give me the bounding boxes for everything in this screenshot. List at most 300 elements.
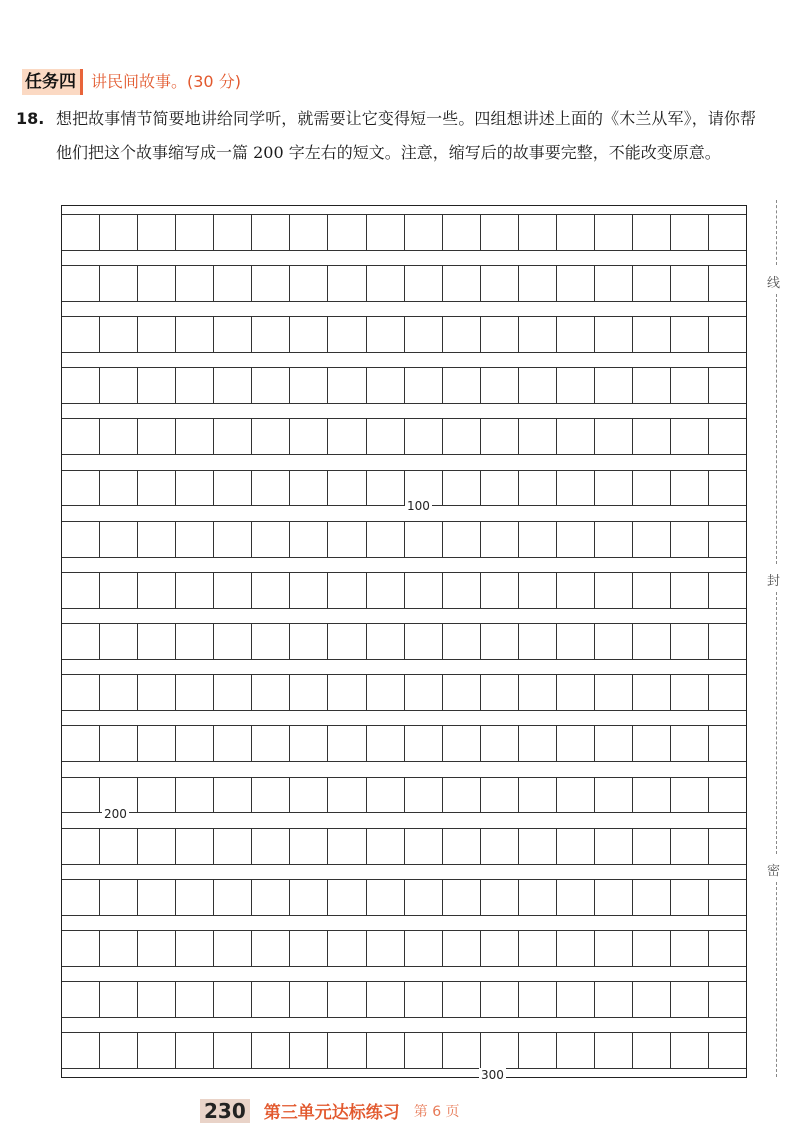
grid-cell[interactable]: [481, 930, 519, 967]
grid-cell[interactable]: [100, 674, 138, 711]
grid-cell[interactable]: [405, 214, 443, 251]
grid-cell[interactable]: [214, 930, 252, 967]
grid-cell[interactable]: [595, 265, 633, 302]
grid-cell[interactable]: [176, 879, 214, 916]
grid-cell[interactable]: [595, 521, 633, 558]
grid-cell[interactable]: [519, 316, 557, 353]
grid-cell[interactable]: [557, 1032, 595, 1069]
grid-cell[interactable]: [367, 1032, 405, 1069]
grid-cell[interactable]: [62, 674, 100, 711]
grid-cell[interactable]: [138, 316, 176, 353]
grid-cell[interactable]: [671, 725, 709, 762]
grid-cell[interactable]: [138, 418, 176, 455]
grid-cell[interactable]: [709, 367, 746, 404]
grid-cell[interactable]: [481, 265, 519, 302]
grid-cell[interactable]: [671, 879, 709, 916]
grid-cell[interactable]: [328, 879, 366, 916]
grid-cell[interactable]: [405, 521, 443, 558]
grid-cell[interactable]: [290, 674, 328, 711]
grid-cell[interactable]: [367, 316, 405, 353]
grid-cell[interactable]: [633, 572, 671, 609]
grid-cell[interactable]: [100, 1032, 138, 1069]
grid-cell[interactable]: [443, 1032, 481, 1069]
grid-cell[interactable]: [290, 265, 328, 302]
grid-cell[interactable]: [595, 418, 633, 455]
grid-cell[interactable]: [100, 316, 138, 353]
grid-cell[interactable]: [214, 777, 252, 814]
grid-cell[interactable]: [405, 418, 443, 455]
grid-cell[interactable]: [709, 572, 746, 609]
grid-cell[interactable]: [405, 777, 443, 814]
grid-cell[interactable]: [328, 418, 366, 455]
grid-cell[interactable]: [481, 418, 519, 455]
grid-cell[interactable]: [671, 367, 709, 404]
grid-cell[interactable]: [481, 777, 519, 814]
grid-cell[interactable]: [595, 674, 633, 711]
grid-cell[interactable]: [443, 470, 481, 507]
grid-cell[interactable]: [709, 828, 746, 865]
grid-cell[interactable]: [557, 981, 595, 1018]
grid-cell[interactable]: [176, 777, 214, 814]
grid-cell[interactable]: [214, 418, 252, 455]
grid-cell[interactable]: [62, 725, 100, 762]
grid-cell[interactable]: [633, 316, 671, 353]
grid-cell[interactable]: [709, 521, 746, 558]
grid-cell[interactable]: [709, 1032, 746, 1069]
grid-cell[interactable]: [481, 1032, 519, 1069]
grid-cell[interactable]: [100, 879, 138, 916]
grid-cell[interactable]: [367, 879, 405, 916]
grid-cell[interactable]: [557, 521, 595, 558]
grid-cell[interactable]: [176, 521, 214, 558]
grid-cell[interactable]: [290, 828, 328, 865]
grid-cell[interactable]: [138, 470, 176, 507]
grid-cell[interactable]: [138, 674, 176, 711]
grid-cell[interactable]: [671, 316, 709, 353]
grid-cell[interactable]: [328, 674, 366, 711]
grid-cell[interactable]: [671, 418, 709, 455]
grid-cell[interactable]: [367, 521, 405, 558]
grid-cell[interactable]: [328, 623, 366, 660]
grid-cell[interactable]: [595, 623, 633, 660]
grid-cell[interactable]: [214, 214, 252, 251]
grid-cell[interactable]: [176, 316, 214, 353]
grid-cell[interactable]: [595, 316, 633, 353]
grid-cell[interactable]: [176, 418, 214, 455]
grid-cell[interactable]: [557, 572, 595, 609]
grid-cell[interactable]: [252, 265, 290, 302]
grid-cell[interactable]: [481, 572, 519, 609]
grid-cell[interactable]: [709, 623, 746, 660]
grid-cell[interactable]: [290, 623, 328, 660]
grid-cell[interactable]: [100, 265, 138, 302]
grid-cell[interactable]: [252, 777, 290, 814]
grid-cell[interactable]: [100, 981, 138, 1018]
grid-cell[interactable]: [595, 981, 633, 1018]
grid-cell[interactable]: [519, 1032, 557, 1069]
grid-cell[interactable]: [328, 316, 366, 353]
grid-cell[interactable]: [62, 470, 100, 507]
grid-cell[interactable]: [557, 828, 595, 865]
grid-cell[interactable]: [214, 316, 252, 353]
grid-cell[interactable]: [214, 674, 252, 711]
grid-cell[interactable]: [633, 777, 671, 814]
grid-cell[interactable]: [481, 674, 519, 711]
grid-cell[interactable]: [481, 470, 519, 507]
grid-cell[interactable]: [290, 879, 328, 916]
grid-cell[interactable]: [405, 572, 443, 609]
grid-cell[interactable]: [519, 623, 557, 660]
grid-cell[interactable]: [367, 214, 405, 251]
grid-cell[interactable]: [62, 623, 100, 660]
grid-cell[interactable]: [671, 623, 709, 660]
grid-cell[interactable]: [557, 674, 595, 711]
grid-cell[interactable]: [214, 1032, 252, 1069]
grid-cell[interactable]: [595, 1032, 633, 1069]
grid-cell[interactable]: [633, 367, 671, 404]
grid-cell[interactable]: [481, 828, 519, 865]
grid-cell[interactable]: [367, 981, 405, 1018]
grid-cell[interactable]: [443, 572, 481, 609]
grid-cell[interactable]: [633, 623, 671, 660]
grid-cell[interactable]: [290, 572, 328, 609]
grid-cell[interactable]: [328, 470, 366, 507]
grid-cell[interactable]: [443, 367, 481, 404]
grid-cell[interactable]: [214, 725, 252, 762]
grid-cell[interactable]: [671, 828, 709, 865]
grid-cell[interactable]: [328, 981, 366, 1018]
grid-cell[interactable]: [328, 725, 366, 762]
grid-cell[interactable]: [481, 316, 519, 353]
grid-cell[interactable]: [443, 879, 481, 916]
grid-cell[interactable]: [595, 214, 633, 251]
grid-cell[interactable]: [367, 470, 405, 507]
grid-cell[interactable]: [138, 1032, 176, 1069]
grid-cell[interactable]: [557, 214, 595, 251]
grid-cell[interactable]: [671, 777, 709, 814]
grid-cell[interactable]: [214, 828, 252, 865]
writing-grid[interactable]: [61, 205, 747, 1078]
grid-cell[interactable]: [443, 623, 481, 660]
grid-cell[interactable]: [405, 367, 443, 404]
grid-cell[interactable]: [557, 470, 595, 507]
grid-cell[interactable]: [671, 470, 709, 507]
grid-cell[interactable]: [709, 265, 746, 302]
grid-cell[interactable]: [290, 521, 328, 558]
grid-cell[interactable]: [100, 828, 138, 865]
grid-cell[interactable]: [62, 572, 100, 609]
grid-cell[interactable]: [671, 1032, 709, 1069]
grid-cell[interactable]: [481, 623, 519, 660]
grid-cell[interactable]: [367, 572, 405, 609]
grid-cell[interactable]: [252, 725, 290, 762]
grid-cell[interactable]: [138, 828, 176, 865]
grid-cell[interactable]: [633, 214, 671, 251]
grid-cell[interactable]: [405, 265, 443, 302]
grid-cell[interactable]: [633, 265, 671, 302]
grid-cell[interactable]: [367, 777, 405, 814]
grid-cell[interactable]: [290, 470, 328, 507]
grid-cell[interactable]: [214, 521, 252, 558]
grid-cell[interactable]: [709, 214, 746, 251]
grid-cell[interactable]: [443, 981, 481, 1018]
grid-cell[interactable]: [328, 214, 366, 251]
grid-cell[interactable]: [367, 674, 405, 711]
grid-cell[interactable]: [481, 214, 519, 251]
grid-cell[interactable]: [557, 725, 595, 762]
grid-cell[interactable]: [62, 316, 100, 353]
grid-cell[interactable]: [709, 418, 746, 455]
grid-cell[interactable]: [367, 367, 405, 404]
grid-cell[interactable]: [367, 930, 405, 967]
grid-cell[interactable]: [633, 521, 671, 558]
grid-cell[interactable]: [519, 521, 557, 558]
grid-cell[interactable]: [138, 572, 176, 609]
grid-cell[interactable]: [671, 674, 709, 711]
grid-cell[interactable]: [100, 521, 138, 558]
grid-cell[interactable]: [481, 521, 519, 558]
grid-cell[interactable]: [709, 879, 746, 916]
grid-cell[interactable]: [443, 777, 481, 814]
grid-cell[interactable]: [176, 214, 214, 251]
grid-cell[interactable]: [176, 623, 214, 660]
grid-cell[interactable]: [176, 367, 214, 404]
grid-cell[interactable]: [519, 214, 557, 251]
grid-cell[interactable]: [252, 214, 290, 251]
grid-cell[interactable]: [633, 981, 671, 1018]
grid-cell[interactable]: [709, 981, 746, 1018]
grid-cell[interactable]: [519, 367, 557, 404]
grid-cell[interactable]: [138, 367, 176, 404]
grid-cell[interactable]: [328, 521, 366, 558]
grid-cell[interactable]: [595, 470, 633, 507]
grid-cell[interactable]: [367, 828, 405, 865]
grid-cell[interactable]: [290, 777, 328, 814]
grid-cell[interactable]: [595, 572, 633, 609]
grid-cell[interactable]: [443, 316, 481, 353]
grid-cell[interactable]: [290, 418, 328, 455]
grid-cell[interactable]: [519, 725, 557, 762]
grid-cell[interactable]: [252, 367, 290, 404]
grid-cell[interactable]: [138, 777, 176, 814]
grid-cell[interactable]: [709, 930, 746, 967]
grid-cell[interactable]: [481, 367, 519, 404]
grid-cell[interactable]: [443, 725, 481, 762]
grid-cell[interactable]: [62, 521, 100, 558]
grid-cell[interactable]: [100, 930, 138, 967]
grid-cell[interactable]: [328, 777, 366, 814]
grid-cell[interactable]: [557, 367, 595, 404]
grid-cell[interactable]: [671, 572, 709, 609]
grid-cell[interactable]: [214, 623, 252, 660]
grid-cell[interactable]: [519, 470, 557, 507]
grid-cell[interactable]: [481, 879, 519, 916]
grid-cell[interactable]: [252, 623, 290, 660]
grid-cell[interactable]: [633, 470, 671, 507]
grid-cell[interactable]: [709, 470, 746, 507]
grid-cell[interactable]: [214, 981, 252, 1018]
grid-cell[interactable]: [252, 674, 290, 711]
grid-cell[interactable]: [328, 1032, 366, 1069]
grid-cell[interactable]: [633, 1032, 671, 1069]
grid-cell[interactable]: [367, 418, 405, 455]
grid-cell[interactable]: [595, 930, 633, 967]
grid-cell[interactable]: [709, 316, 746, 353]
grid-cell[interactable]: [176, 725, 214, 762]
grid-cell[interactable]: [100, 367, 138, 404]
grid-cell[interactable]: [405, 981, 443, 1018]
grid-cell[interactable]: [405, 1032, 443, 1069]
grid-cell[interactable]: [62, 265, 100, 302]
grid-cell[interactable]: [405, 725, 443, 762]
grid-cell[interactable]: [519, 777, 557, 814]
grid-cell[interactable]: [519, 572, 557, 609]
grid-cell[interactable]: [443, 521, 481, 558]
grid-cell[interactable]: [176, 828, 214, 865]
grid-cell[interactable]: [62, 828, 100, 865]
grid-cell[interactable]: [138, 214, 176, 251]
grid-cell[interactable]: [633, 725, 671, 762]
grid-cell[interactable]: [138, 930, 176, 967]
grid-cell[interactable]: [62, 367, 100, 404]
grid-cell[interactable]: [405, 879, 443, 916]
grid-cell[interactable]: [481, 725, 519, 762]
grid-cell[interactable]: [138, 725, 176, 762]
grid-cell[interactable]: [671, 214, 709, 251]
grid-cell[interactable]: [443, 930, 481, 967]
grid-cell[interactable]: [62, 981, 100, 1018]
grid-cell[interactable]: [176, 470, 214, 507]
grid-cell[interactable]: [252, 521, 290, 558]
grid-cell[interactable]: [100, 214, 138, 251]
grid-cell[interactable]: [595, 828, 633, 865]
grid-cell[interactable]: [62, 1032, 100, 1069]
grid-cell[interactable]: [138, 981, 176, 1018]
grid-cell[interactable]: [100, 470, 138, 507]
grid-cell[interactable]: [595, 725, 633, 762]
grid-cell[interactable]: [595, 367, 633, 404]
grid-cell[interactable]: [671, 521, 709, 558]
grid-cell[interactable]: [62, 930, 100, 967]
grid-cell[interactable]: [176, 930, 214, 967]
grid-cell[interactable]: [138, 265, 176, 302]
grid-cell[interactable]: [138, 879, 176, 916]
grid-cell[interactable]: [100, 572, 138, 609]
grid-cell[interactable]: [633, 828, 671, 865]
grid-cell[interactable]: [595, 777, 633, 814]
grid-cell[interactable]: [290, 930, 328, 967]
grid-cell[interactable]: [557, 316, 595, 353]
grid-cell[interactable]: [633, 930, 671, 967]
grid-cell[interactable]: [62, 777, 100, 814]
grid-cell[interactable]: [252, 470, 290, 507]
grid-cell[interactable]: [519, 418, 557, 455]
grid-cell[interactable]: [519, 930, 557, 967]
grid-cell[interactable]: [328, 367, 366, 404]
grid-cell[interactable]: [252, 879, 290, 916]
grid-cell[interactable]: [405, 828, 443, 865]
grid-cell[interactable]: [176, 572, 214, 609]
grid-cell[interactable]: [62, 879, 100, 916]
grid-cell[interactable]: [671, 981, 709, 1018]
grid-cell[interactable]: [252, 828, 290, 865]
grid-cell[interactable]: [290, 981, 328, 1018]
grid-cell[interactable]: [62, 214, 100, 251]
grid-cell[interactable]: [671, 930, 709, 967]
grid-cell[interactable]: [252, 930, 290, 967]
grid-cell[interactable]: [290, 725, 328, 762]
grid-cell[interactable]: [443, 214, 481, 251]
grid-cell[interactable]: [328, 828, 366, 865]
grid-cell[interactable]: [100, 623, 138, 660]
grid-cell[interactable]: [519, 981, 557, 1018]
grid-cell[interactable]: [557, 623, 595, 660]
grid-cell[interactable]: [252, 981, 290, 1018]
grid-cell[interactable]: [443, 418, 481, 455]
grid-cell[interactable]: [557, 418, 595, 455]
grid-cell[interactable]: [290, 1032, 328, 1069]
grid-cell[interactable]: [595, 879, 633, 916]
grid-cell[interactable]: [252, 572, 290, 609]
grid-cell[interactable]: [367, 725, 405, 762]
grid-cell[interactable]: [100, 418, 138, 455]
grid-cell[interactable]: [709, 777, 746, 814]
grid-cell[interactable]: [328, 930, 366, 967]
grid-cell[interactable]: [290, 367, 328, 404]
grid-cell[interactable]: [328, 572, 366, 609]
grid-cell[interactable]: [405, 316, 443, 353]
grid-cell[interactable]: [481, 981, 519, 1018]
grid-cell[interactable]: [443, 674, 481, 711]
grid-cell[interactable]: [633, 879, 671, 916]
grid-cell[interactable]: [176, 1032, 214, 1069]
grid-cell[interactable]: [405, 623, 443, 660]
grid-cell[interactable]: [214, 572, 252, 609]
grid-cell[interactable]: [252, 418, 290, 455]
grid-cell[interactable]: [443, 828, 481, 865]
grid-cell[interactable]: [176, 265, 214, 302]
grid-cell[interactable]: [214, 265, 252, 302]
grid-cell[interactable]: [519, 879, 557, 916]
grid-cell[interactable]: [633, 418, 671, 455]
grid-cell[interactable]: [62, 418, 100, 455]
grid-cell[interactable]: [367, 623, 405, 660]
grid-cell[interactable]: [214, 470, 252, 507]
grid-cell[interactable]: [709, 674, 746, 711]
grid-cell[interactable]: [519, 674, 557, 711]
grid-cell[interactable]: [176, 981, 214, 1018]
grid-cell[interactable]: [557, 879, 595, 916]
grid-cell[interactable]: [633, 674, 671, 711]
grid-cell[interactable]: [138, 521, 176, 558]
grid-cell[interactable]: [328, 265, 366, 302]
grid-cell[interactable]: [519, 265, 557, 302]
grid-cell[interactable]: [176, 674, 214, 711]
grid-cell[interactable]: [671, 265, 709, 302]
grid-cell[interactable]: [252, 1032, 290, 1069]
grid-cell[interactable]: [100, 725, 138, 762]
grid-cell[interactable]: [519, 828, 557, 865]
grid-cell[interactable]: [290, 316, 328, 353]
grid-cell[interactable]: [214, 367, 252, 404]
grid-cell[interactable]: [138, 623, 176, 660]
grid-cell[interactable]: [405, 930, 443, 967]
grid-cell[interactable]: [557, 777, 595, 814]
grid-cell[interactable]: [443, 265, 481, 302]
grid-cell[interactable]: [252, 316, 290, 353]
grid-cell[interactable]: [709, 725, 746, 762]
grid-cell[interactable]: [557, 930, 595, 967]
